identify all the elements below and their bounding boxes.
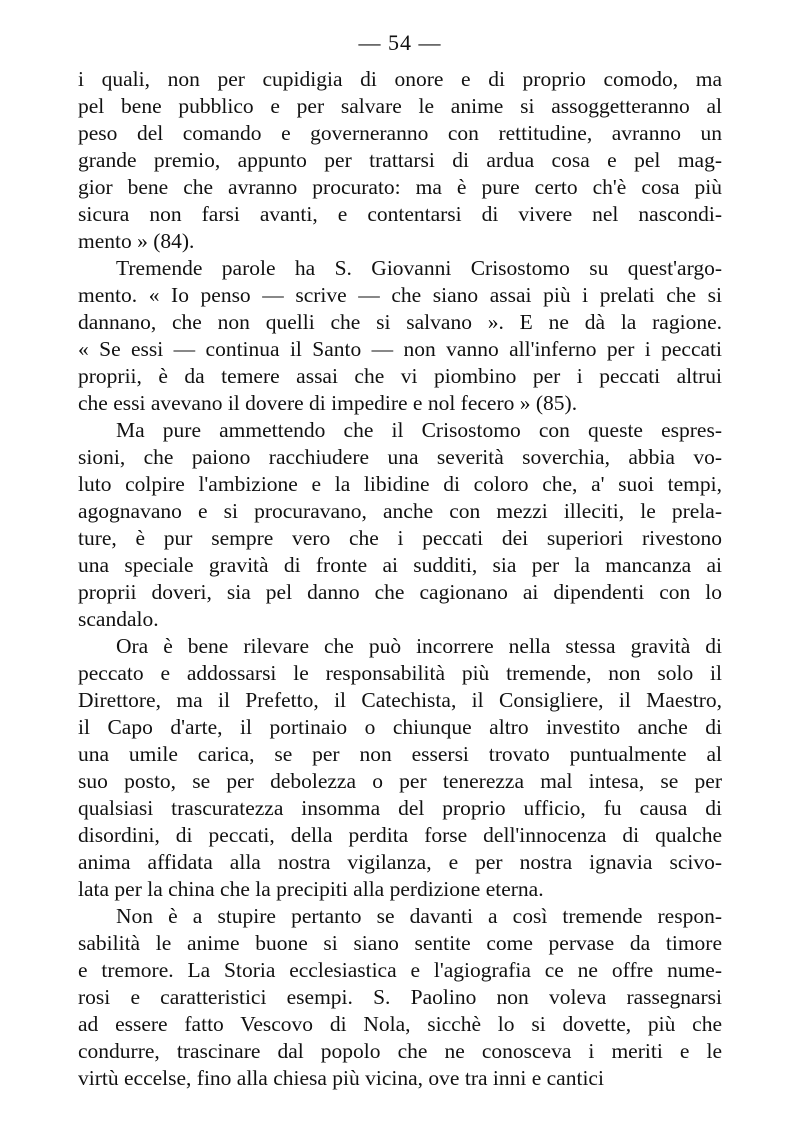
text-line: grande premio, appunto per trattarsi di ardua cosa e pel mag- bbox=[78, 148, 722, 172]
book-page bbox=[78, 28, 722, 1092]
text-body bbox=[78, 66, 722, 1092]
page-number: — 54 — bbox=[358, 30, 442, 55]
text-line: proprii doveri, sia pel danno che cagionano ai dipendenti con lo bbox=[78, 580, 722, 604]
text-line: Tremende parole ha S. Giovanni Crisostomo su quest'argo- bbox=[116, 256, 722, 280]
paragraph bbox=[78, 255, 722, 417]
text-line: agognavano e si procuravano, anche con mezzi illeciti, le prela- bbox=[78, 499, 722, 523]
paragraph bbox=[78, 66, 722, 255]
text-line: sabilità le anime buone si siano sentite come pervase da timore bbox=[78, 931, 722, 955]
text-line: proprii, è da temere assai che vi piombino per i peccati altrui bbox=[78, 364, 722, 388]
text-line: una umile carica, se per non essersi trovato puntualmente al bbox=[78, 742, 722, 766]
text-line: gior bene che avranno procurato: ma è pure certo ch'è cosa più bbox=[78, 175, 722, 199]
text-line: peccato e addossarsi le responsabilità più tremende, non solo il bbox=[78, 661, 722, 685]
text-line: mento. « Io penso — scrive — che siano assai più i prelati che si bbox=[78, 283, 722, 307]
text-line: « Se essi — continua il Santo — non vanno all'inferno per i peccati bbox=[78, 337, 722, 361]
text-line: disordini, di peccati, della perdita forse dell'innocenza di qualche bbox=[78, 823, 722, 847]
text-line: dannano, che non quelli che si salvano ». E ne dà la ragione. bbox=[78, 310, 722, 334]
text-line: qualsiasi trascuratezza insomma del proprio ufficio, fu causa di bbox=[78, 796, 722, 820]
text-line: suo posto, se per debolezza o per tenerezza mal intesa, se per bbox=[78, 769, 722, 793]
text-line: pel bene pubblico e per salvare le anime si assoggetteranno al bbox=[78, 94, 722, 118]
paragraph bbox=[78, 903, 722, 1092]
text-line: i quali, non per cupidigia di onore e di proprio comodo, ma bbox=[78, 67, 722, 91]
text-line: che essi avevano il dovere di impedire e nol fecero » (85). bbox=[78, 391, 578, 415]
text-line: anima affidata alla nostra vigilanza, e per nostra ignavia scivo- bbox=[78, 850, 722, 874]
text-line: sioni, che paiono racchiudere una severità soverchia, abbia vo- bbox=[78, 445, 722, 469]
text-line: una speciale gravità di fronte ai sudditi, sia per la mancanza ai bbox=[78, 553, 722, 577]
text-line: luto colpire l'ambizione e la libidine di coloro che, a' suoi tempi, bbox=[78, 472, 722, 496]
paragraph bbox=[78, 417, 722, 633]
text-line: virtù eccelse, fino alla chiesa più vicina, ove tra inni e cantici bbox=[78, 1066, 604, 1090]
text-line: il Capo d'arte, il portinaio o chiunque altro investito anche di bbox=[78, 715, 722, 739]
text-line: rosi e caratteristici esempi. S. Paolino non voleva rassegnarsi bbox=[78, 985, 722, 1009]
text-line: e tremore. La Storia ecclesiastica e l'agiografia ce ne offre nume- bbox=[78, 958, 722, 982]
text-line: lata per la china che la precipiti alla perdizione eterna. bbox=[78, 877, 544, 901]
text-line: ture, è pur sempre vero che i peccati dei superiori rivestono bbox=[78, 526, 722, 550]
text-line: Direttore, ma il Prefetto, il Catechista, il Consigliere, il Maestro, bbox=[78, 688, 722, 712]
text-line: peso del comando e governeranno con rettitudine, avranno un bbox=[78, 121, 722, 145]
text-line: scandalo. bbox=[78, 607, 159, 631]
text-line: Non è a stupire pertanto se davanti a così tremende respon- bbox=[116, 904, 722, 928]
text-line: Ma pure ammettendo che il Crisostomo con queste espres- bbox=[116, 418, 722, 442]
text-line: Ora è bene rilevare che può incorrere nella stessa gravità di bbox=[116, 634, 722, 658]
text-line: ad essere fatto Vescovo di Nola, sicchè lo si dovette, più che bbox=[78, 1012, 722, 1036]
text-line: mento » (84). bbox=[78, 229, 195, 253]
text-line: sicura non farsi avanti, e contentarsi di vivere nel nascondi- bbox=[78, 202, 722, 226]
text-line: condurre, trascinare dal popolo che ne conosceva i meriti e le bbox=[78, 1039, 722, 1063]
paragraph bbox=[78, 633, 722, 903]
